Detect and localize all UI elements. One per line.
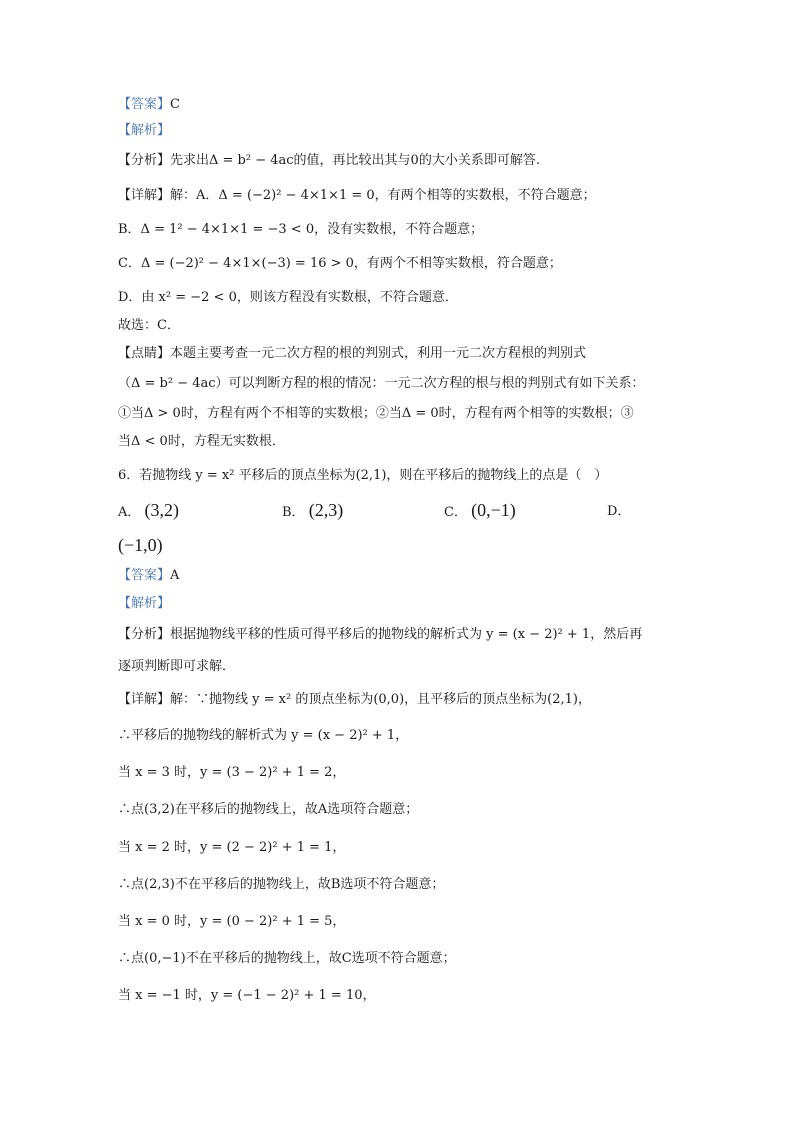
option-label: B． xyxy=(282,505,305,520)
q6-detail-line-9 xyxy=(118,986,376,1006)
detail-text: ∴平移后的抛物线的解析式为 y = (x − 2)² + 1， xyxy=(118,728,409,743)
detail-text: 当 x = 2 时，y = (2 − 2)² + 1 = 1， xyxy=(118,840,346,855)
answer-label: 【答案】 xyxy=(118,568,171,583)
answer-label: 【答案】 xyxy=(118,97,171,112)
q5-fenxi-line xyxy=(118,151,540,171)
answer-value: C xyxy=(170,97,180,112)
q6-fenxi-line-2 xyxy=(118,657,235,677)
q6-fenxi-line-1 xyxy=(118,625,642,645)
q6-option-d xyxy=(607,500,630,519)
option-label: C． xyxy=(444,505,467,520)
q6-analysis-heading xyxy=(118,594,170,614)
q5-dianjing-line-4 xyxy=(118,432,285,452)
fenxi-text: 先求出Δ = b² − 4ac的值，再比较出其与0的大小关系即可解答. xyxy=(170,153,540,168)
q6-stem xyxy=(118,466,607,486)
option-value: (−1,0) xyxy=(118,535,163,555)
fenxi-label: 【分析】 xyxy=(118,627,171,642)
q6-detail-line-3 xyxy=(118,763,345,783)
detail-text: ∴点(3,2)在平移后的抛物线上，故A选项符合题意； xyxy=(118,802,419,817)
answer-value: A xyxy=(170,568,180,583)
question-number: 6． xyxy=(118,468,140,483)
q5-analysis-heading xyxy=(118,121,170,141)
detail-text: 当 x = 3 时，y = (3 − 2)² + 1 = 2， xyxy=(118,765,346,780)
dianjing-text: 本题主要考查一元二次方程的根的判别式，利用一元二次方程根的判别式 xyxy=(170,346,587,361)
q5-detail-line-d xyxy=(118,288,458,308)
q6-detail-line-1 xyxy=(118,690,591,710)
q5-detail-line-c xyxy=(118,254,562,274)
dianjing-text: ①当Δ > 0时，方程有两个不相等的实数根；②当Δ = 0时，方程有两个相等的实数根；③ xyxy=(118,406,634,421)
fenxi-text: 根据抛物线平移的性质可得平移后的抛物线的解析式为 y = (x − 2)² + 1，然后再 xyxy=(170,627,643,642)
q5-detail-line-b xyxy=(118,220,483,240)
conclusion-text: 故选：C． xyxy=(118,318,180,333)
fenxi-label: 【分析】 xyxy=(118,153,171,168)
option-value: (3,2) xyxy=(144,500,180,520)
detail-text: ∴点(0,−1)不在平移后的抛物线上，故C选项不符合题意； xyxy=(118,951,456,966)
analysis-label: 【解析】 xyxy=(118,596,171,611)
detail-text: B．Δ = 1² − 4×1×1 = −3 < 0，没有实数根，不符合题意； xyxy=(118,222,484,237)
option-value: (0,−1) xyxy=(471,500,516,520)
q6-detail-line-4 xyxy=(118,800,418,820)
q6-option-b xyxy=(282,500,343,521)
detail-text: 解：∵抛物线 y = x² 的顶点坐标为(0,0)，且平移后的顶点坐标为(2,1)， xyxy=(170,692,591,707)
q6-option-c xyxy=(444,500,516,521)
q5-detail-line-a xyxy=(118,186,596,206)
dianjing-text: 当Δ < 0时，方程无实数根． xyxy=(118,434,285,449)
detail-text: C．Δ = (−2)² − 4×1×(−3) = 16 > 0，有两个不相等实数根，符合题意； xyxy=(118,256,562,271)
q6-option-d-value xyxy=(118,535,163,556)
q5-dianjing-line-1 xyxy=(118,344,586,364)
q5-dianjing-line-3 xyxy=(118,404,634,424)
detail-label: 【详解】 xyxy=(118,692,171,707)
q5-conclusion xyxy=(118,316,180,336)
analysis-label: 【解析】 xyxy=(118,123,171,138)
q5-answer-line xyxy=(118,95,180,115)
detail-text: ∴点(2,3)不在平移后的抛物线上，故B选项不符合题意； xyxy=(118,877,445,892)
detail-text: 解：A．Δ = (−2)² − 4×1×1 = 0，有两个相等的实数根，不符合题意； xyxy=(170,188,596,203)
option-value: (2,3) xyxy=(308,500,344,520)
detail-label: 【详解】 xyxy=(118,188,171,203)
detail-text: 当 x = 0 时，y = (0 − 2)² + 1 = 5， xyxy=(118,914,346,929)
detail-text: 当 x = −1 时，y = (−1 − 2)² + 1 = 10， xyxy=(118,988,376,1003)
q6-option-a xyxy=(118,500,179,521)
q5-dianjing-line-2 xyxy=(118,374,645,394)
q6-detail-line-5 xyxy=(118,838,345,858)
q6-detail-line-2 xyxy=(118,726,408,746)
dianjing-label: 【点睛】 xyxy=(118,346,171,361)
q6-detail-line-7 xyxy=(118,912,345,932)
q6-answer-line xyxy=(118,566,179,586)
q6-detail-line-8 xyxy=(118,949,456,969)
q6-detail-line-6 xyxy=(118,875,444,895)
option-label: D． xyxy=(607,504,631,519)
detail-text: D．由 x² = −2 < 0，则该方程没有实数根，不符合题意． xyxy=(118,290,458,305)
option-label: A． xyxy=(118,505,141,520)
dianjing-text: （Δ = b² − 4ac）可以判断方程的根的情况：一元二次方程的根与根的判别式有如下关系： xyxy=(118,376,645,391)
question-text: 若抛物线 y = x² 平移后的顶点坐标为(2,1)，则在平移后的抛物线上的点是（ ） xyxy=(139,468,608,483)
fenxi-text: 逐项判断即可求解． xyxy=(118,659,236,674)
